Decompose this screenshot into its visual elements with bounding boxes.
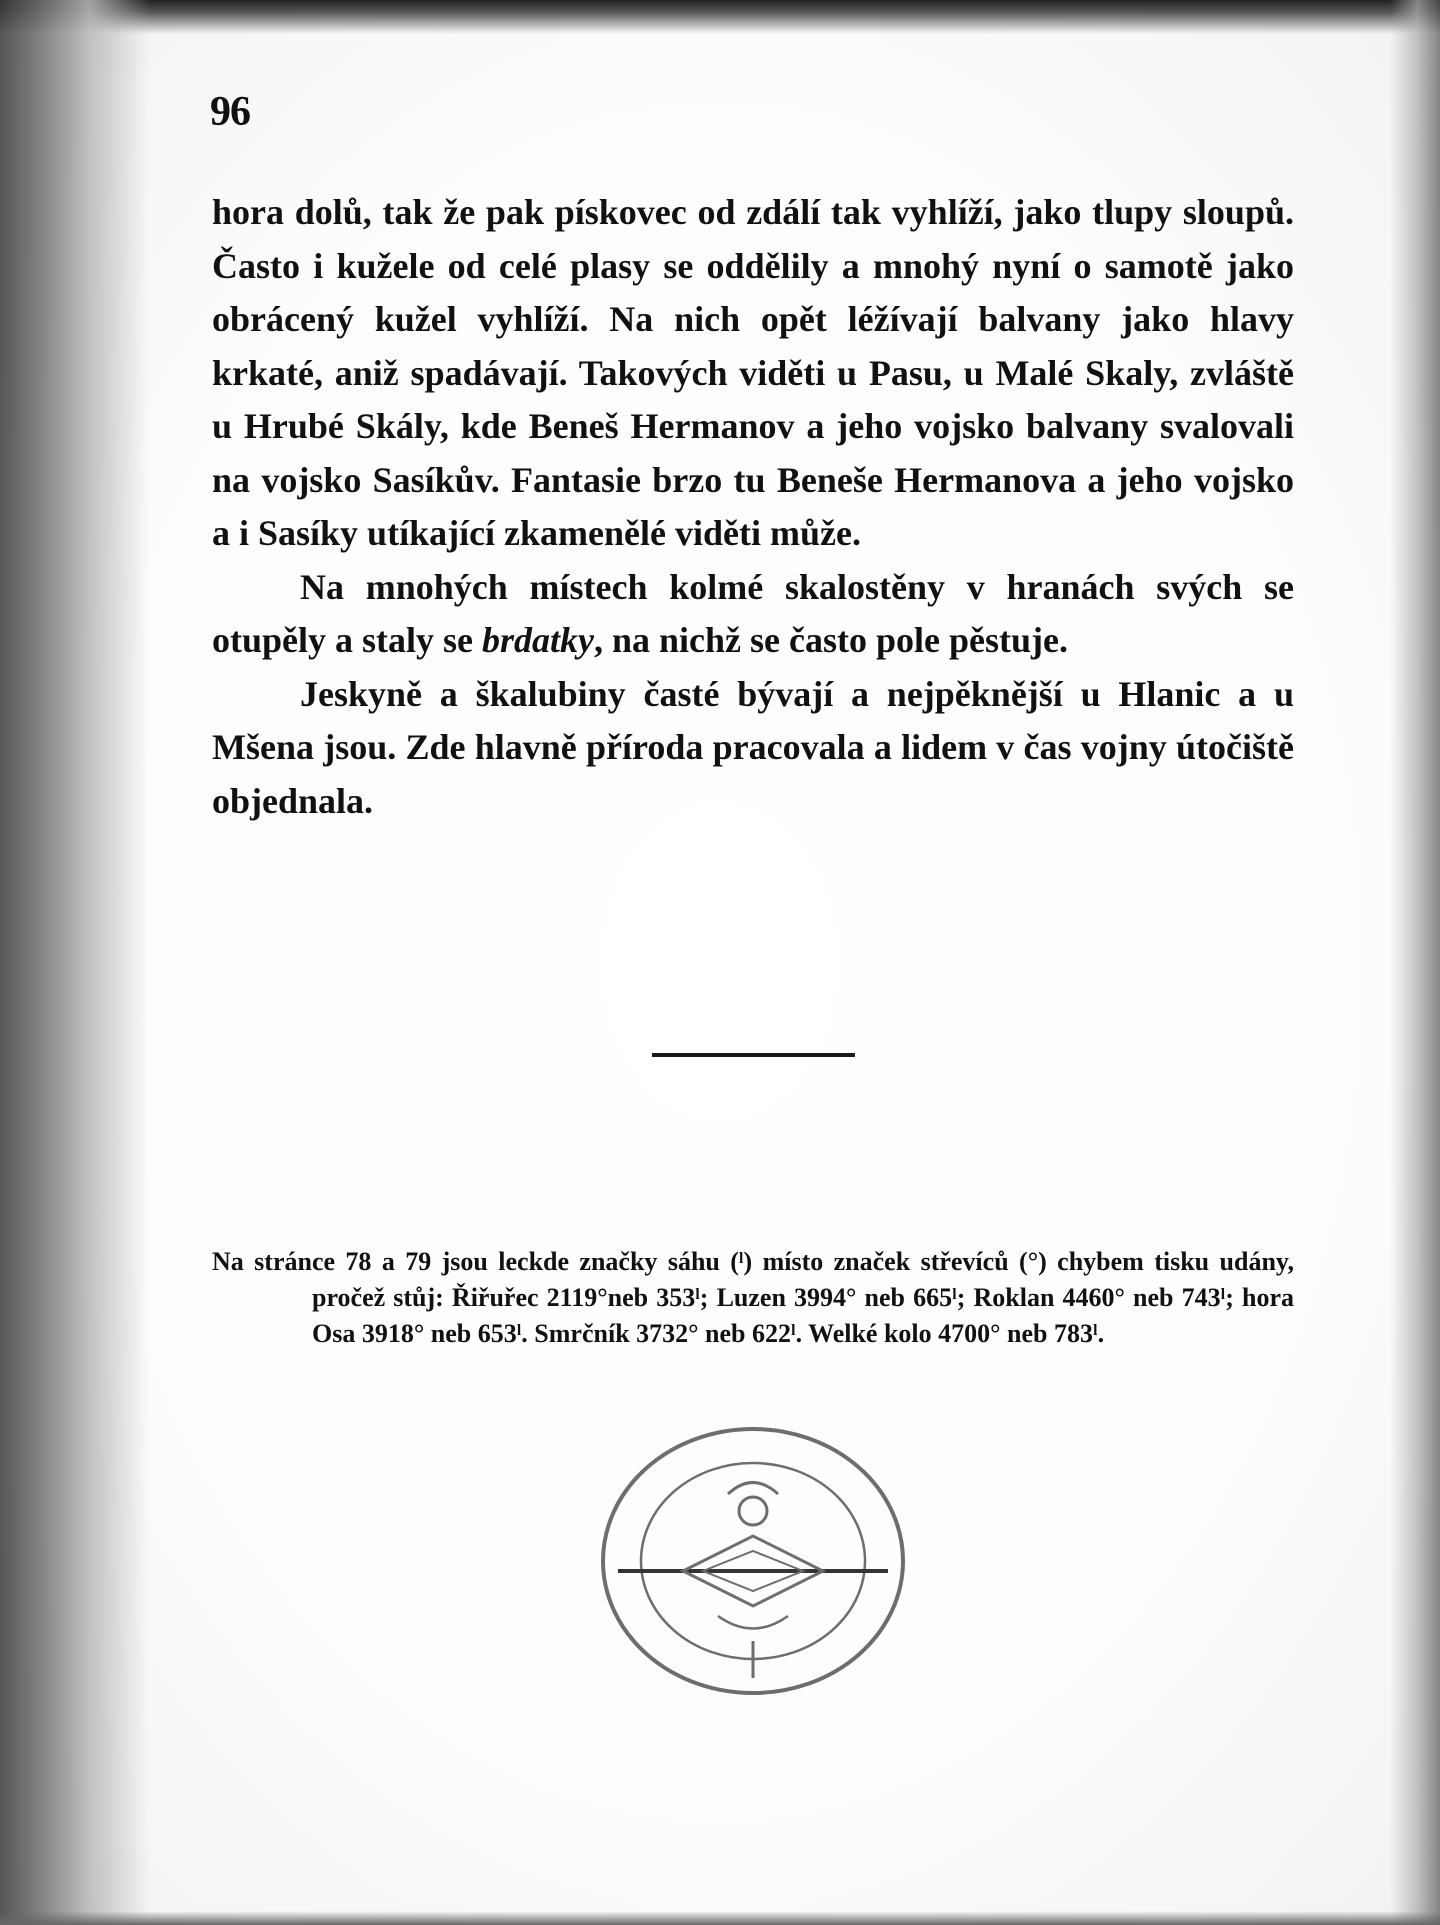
paragraph-3: Jeskyně a škalubiny časté bývají a nejpěknější u Hlanic a u Mšena jsou. Zde hlavně příroda pracovala a lidem v čas vojny útočiště objednala.: [212, 673, 1294, 821]
section-divider: [652, 1053, 855, 1057]
scan-shadow-right: [1390, 0, 1440, 1925]
page-number: 96: [210, 89, 250, 135]
footnote: Na stránce 78 a 79 jsou leckde značky sáhu (ˡ) místo značek střevíců (°) chybem tisku udány, pročež stůj: Řiřuřec 2119°neb 353ˡ; Luzen 3994° neb 665ˡ; Roklan 4460° neb 743ˡ; hora Osa 3918° neb 653ˡ. Smrčník 3732° neb 622ˡ. Welké kolo 4700° neb 783ˡ.: [212, 1247, 1294, 1348]
paragraph-2-text-a: Na mnohých místech kolmé skalostěny v hranách svých se otupěly a staly se: [212, 566, 1294, 660]
library-stamp-icon: [588, 1416, 918, 1706]
library-stamp-graphic: [588, 1416, 918, 1706]
paragraph-2-italic-term: brdatky: [482, 620, 594, 660]
body-text: [212, 186, 1294, 828]
paragraph-2-text-b: , na nichž se často pole pěstuje.: [594, 620, 1068, 660]
scan-shadow-top: [0, 0, 1440, 34]
scan-shadow-left: [0, 0, 150, 1925]
paragraph-2: [212, 561, 1294, 668]
paragraph-1: hora dolů, tak že pak pískovec od zdálí tak vyhlíží, jako tlupy sloupů. Často i kužele od celé plasy se oddělily a mnohý nyní o samotě jako obrácený kužel vyhlíží. Na nich opět léžívají balvany jako hlavy krkaté, aniž spadávají. Takových viděti u Pasu, u Malé Skaly, zvláště u Hrubé Skály, kde Beneš Hermanov a jeho vojsko balvany svalovali na vojsko Sasíkův. Fantasie brzo tu Beneše Hermanova a jeho vojsko a i Sasíky utíkající zkamenělé viděti může.: [212, 192, 1294, 553]
scan-shadow-bottom: [0, 1911, 1440, 1925]
